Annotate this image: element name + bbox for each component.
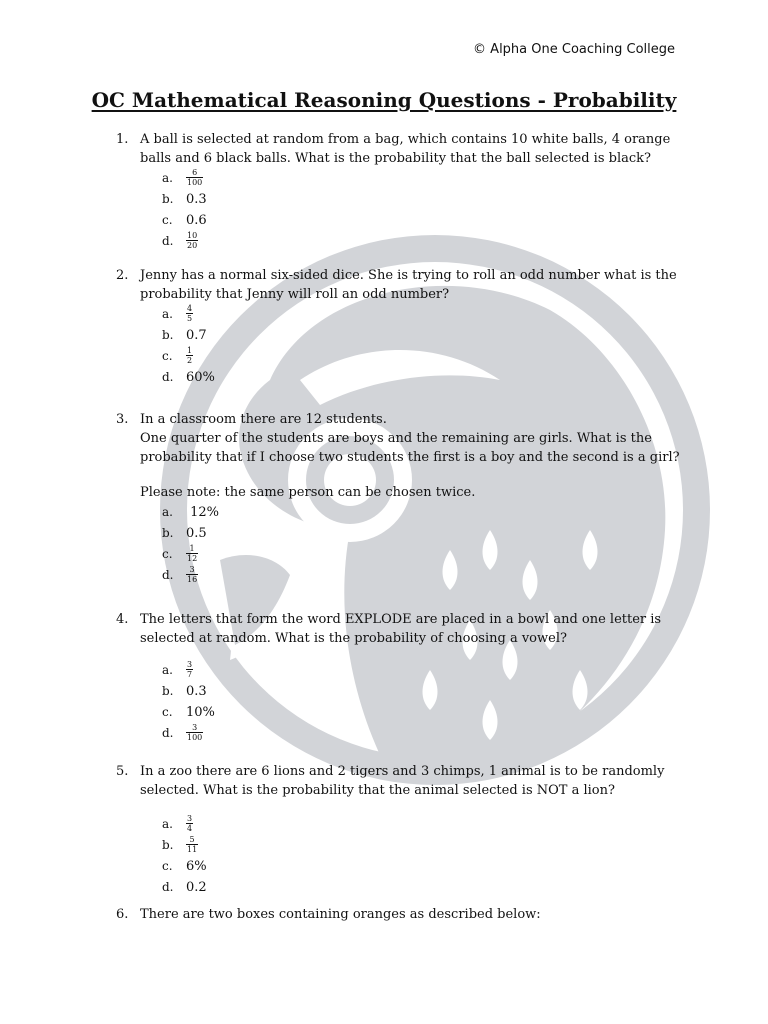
question-5: [116, 762, 686, 898]
question-4: [116, 610, 686, 744]
option-c: c. 6%: [162, 859, 207, 874]
question-line: selected at random. What is the probability of choosing a vowel?: [140, 631, 567, 646]
question-line: There are two boxes containing oranges as described below:: [140, 907, 541, 922]
option-c: c. 0.6: [162, 213, 207, 228]
option-list: [162, 168, 686, 252]
question-line: probability that if I choose two students the first is a boy and the second is a girl?: [140, 450, 680, 465]
option-a: a. $\frac{6}{100}$: [162, 168, 203, 187]
question-number: 4.: [116, 612, 129, 627]
fraction: $\frac{1}{12}$: [187, 544, 198, 563]
option-d: d. 60%: [162, 370, 215, 385]
option-list: [162, 814, 686, 898]
fraction: $\frac{3}{4}$: [187, 814, 193, 833]
question-line: selected. What is the probability that the animal selected is NOT a lion?: [140, 783, 615, 798]
fraction: $\frac{1}{2}$: [187, 346, 193, 365]
question-line: probability that Jenny will roll an odd number?: [140, 287, 450, 302]
question-number: 6.: [116, 907, 129, 922]
question-line: In a zoo there are 6 lions and 2 tigers and 3 chimps, 1 animal is to be randomly: [140, 764, 665, 779]
option-b: b. 0.3: [162, 192, 207, 207]
fraction: $\frac{3}{100}$: [187, 723, 203, 742]
question-1: [116, 130, 686, 252]
question-3: [116, 410, 686, 586]
option-c: c. 10%: [162, 705, 215, 720]
fraction: $\frac{10}{20}$: [187, 231, 198, 250]
question-number: 3.: [116, 412, 129, 427]
question-text: [140, 266, 686, 304]
fraction: $\frac{4}{5}$: [187, 304, 193, 323]
fraction: $\frac{3}{7}$: [187, 660, 193, 679]
question-text: [140, 905, 686, 924]
question-line: Jenny has a normal six-sided dice. She is trying to roll an odd number what is the: [140, 268, 677, 283]
option-d: d. $\frac{3}{100}$: [162, 723, 203, 742]
option-b: b. $\frac{5}{11}$: [162, 835, 198, 854]
question-text: [140, 610, 686, 648]
question-text: [140, 130, 686, 168]
option-list: [162, 304, 686, 388]
option-a: a. $\frac{4}{5}$: [162, 304, 193, 323]
option-b: b. 0.5: [162, 526, 207, 541]
question-line: One quarter of the students are boys and the remaining are girls. What is the: [140, 431, 652, 446]
fraction: $\frac{6}{100}$: [187, 168, 203, 187]
fraction: $\frac{3}{16}$: [187, 565, 198, 584]
option-d: d. $\frac{3}{16}$: [162, 565, 198, 584]
question-line: A ball is selected at random from a bag, which contains 10 white balls, 4 orange: [140, 132, 671, 147]
option-d: d. $\frac{10}{20}$: [162, 231, 198, 250]
copyright-text: © Alpha One Coaching College: [473, 42, 675, 57]
option-d: d. 0.2: [162, 880, 207, 895]
question-number: 5.: [116, 764, 129, 779]
question-line: balls and 6 black balls. What is the probability that the ball selected is black?: [140, 151, 652, 166]
question-note: Please note: the same person can be chosen twice.: [140, 485, 476, 500]
option-list: [162, 502, 686, 586]
question-line: In a classroom there are 12 students.: [140, 412, 387, 427]
question-2: [116, 266, 686, 388]
fraction: $\frac{5}{11}$: [187, 835, 198, 854]
option-a: a. 12%: [162, 505, 220, 520]
question-number: 2.: [116, 268, 129, 283]
question-text: [140, 762, 686, 800]
option-a: a. $\frac{3}{7}$: [162, 660, 193, 679]
option-b: b. 0.3: [162, 684, 207, 699]
option-list: [162, 660, 686, 744]
question-line: The letters that form the word EXPLODE are placed in a bowl and one letter is: [140, 612, 662, 627]
option-c: c. $\frac{1}{12}$: [162, 544, 198, 563]
question-6: [116, 905, 686, 924]
option-c: c. $\frac{1}{2}$: [162, 346, 193, 365]
question-text: [140, 410, 686, 502]
question-number: 1.: [116, 132, 129, 147]
page-title: OC Mathematical Reasoning Questions - Probability: [91, 88, 677, 112]
option-a: a. $\frac{3}{4}$: [162, 814, 193, 833]
option-b: b. 0.7: [162, 328, 207, 343]
